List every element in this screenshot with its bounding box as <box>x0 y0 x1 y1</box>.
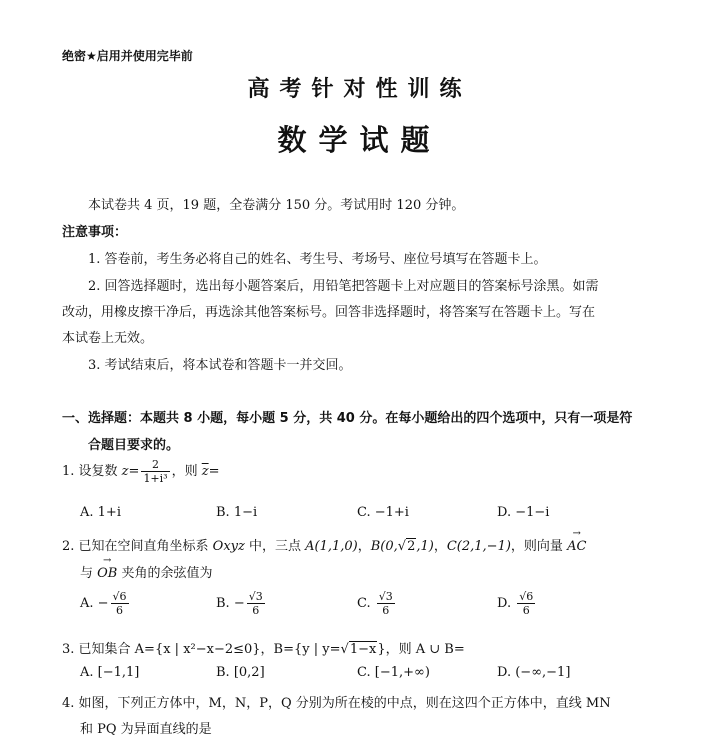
q1-option-a: A. 1+i <box>80 505 121 520</box>
q1-option-b: B. 1−i <box>216 505 258 520</box>
q2-option-a <box>80 590 131 617</box>
note-2-line-2: 改动，用橡皮擦干净后，再选涂其他答案标号。回答非选择题时，将答案写在答题卡上。写在 <box>62 305 596 320</box>
question-2-line-1: 2. 已知在空间直角坐标系 Oxyz 中，三点 A(1,1,0)，B(0,√2,1)，C(2,1,−1)，则向量 → AC <box>62 535 586 554</box>
q1-denominator: 1+i³ <box>143 472 168 485</box>
q2-d-den: 6 <box>522 604 530 617</box>
q3-text-1: 3. 已知集合 A={x | x²−x−2≤0}，B={y | y= <box>62 642 341 657</box>
q2-point-a: A(1,1,0) <box>305 539 358 554</box>
q1-zbar: $\overline{z}$ <box>201 464 209 479</box>
q1-prefix: 1. 设复数 <box>62 464 122 479</box>
q2-option-b <box>216 590 267 617</box>
q1-equals-2: = <box>208 464 220 479</box>
q2-vector-ob: → OB <box>97 566 117 581</box>
notes-heading: 注意事项： <box>62 225 128 240</box>
note-1: 1. 答卷前，考生务必将自己的姓名、考生号、考场号、座位号填写在答题卡上。 <box>88 252 547 267</box>
q2-line2-post: 夹角的余弦值为 <box>117 566 213 581</box>
q2-a-num: √6 <box>112 590 127 603</box>
q2-point-b-end: ,1) <box>416 539 434 554</box>
q2-d-num: √6 <box>519 590 534 603</box>
q1-fraction <box>141 458 169 485</box>
intro-text: 本试卷共 4 页，19 题，全卷满分 150 分。考试用时 120 分钟。 <box>88 198 465 213</box>
q2-point-c: C(2,1,−1) <box>446 539 511 554</box>
q3-option-d: D. (−∞,−1] <box>497 665 571 680</box>
q2-sqrt-2: 2 <box>407 539 416 554</box>
q2-option-c <box>357 590 397 617</box>
q3-option-b: B. [0,2] <box>216 665 265 680</box>
q3-option-a: A. [−1,1] <box>80 665 140 680</box>
q1-option-d: D. −1−i <box>497 505 550 520</box>
question-2-line-2 <box>80 562 213 581</box>
q2-c-den: 6 <box>382 604 390 617</box>
q2-c-label: C. <box>357 596 375 611</box>
q1-numerator: 2 <box>141 458 169 472</box>
q2-c-num: √3 <box>378 590 393 603</box>
question-4-line-2: 和 PQ 为异面直线的是 <box>80 722 212 737</box>
exam-title: 高考针对性训练 <box>247 77 472 102</box>
note-2-line-3: 本试卷上无效。 <box>62 331 154 346</box>
q3-sqrt: 1−x <box>349 642 377 657</box>
q1-equals: = <box>128 464 140 479</box>
q2-b-label: B. − <box>216 596 245 611</box>
q1-z: z <box>121 464 129 479</box>
section-1-heading-line-2: 合题目要求的。 <box>88 438 180 453</box>
confidential-label: 绝密★启用并使用完毕前 <box>62 49 193 63</box>
note-2-line-1: 2. 回答选择题时，选出每小题答案后，用铅笔把答题卡上对应题目的答案标号涂黑。如需 <box>88 279 599 294</box>
q2-option-d <box>497 590 537 617</box>
q2-prefix: 2. 已知在空间直角坐标系 <box>62 539 213 554</box>
section-1-heading-line-1: 一、选择题：本题共 8 小题，每小题 5 分，共 40 分。在每小题给出的四个选项中，只有一项是符 <box>62 411 633 426</box>
q3-text-2: }，则 A ∪ B= <box>377 642 465 657</box>
q1-option-c: C. −1+i <box>357 505 409 520</box>
q2-vector-ac: → AC <box>567 539 586 554</box>
q2-a-den: 6 <box>116 604 124 617</box>
q1-then: ，则 <box>171 464 202 479</box>
note-3: 3. 考试结束后，将本试卷和答题卡一并交回。 <box>88 358 352 373</box>
q2-mid: 中，三点 <box>244 539 306 554</box>
q2-a-label: A. − <box>80 596 109 611</box>
q2-line2-pre: 与 <box>80 566 98 581</box>
q2-b-den: 6 <box>252 604 260 617</box>
question-1-stem <box>62 458 220 485</box>
q2-d-label: D. <box>497 596 516 611</box>
q3-option-c: C. [−1,+∞) <box>357 665 430 680</box>
q2-oxyz: Oxyz <box>212 539 245 554</box>
q2-sep-2: ， <box>433 539 447 554</box>
exam-subject: 数学试题 <box>277 123 442 157</box>
q2-point-b-start: B(0, <box>370 539 398 554</box>
question-4-line-1: 4. 如图，下列正方体中，M，N，P，Q 分别为所在棱的中点，则在这四个正方体中，直线 MN <box>62 696 611 711</box>
q2-sep-1: ， <box>357 539 371 554</box>
question-3-stem: 3. 已知集合 A={x | x²−x−2≤0}，B={y | y=√1−x}，则 A ∪ B= <box>62 642 465 657</box>
q2-b-num: √3 <box>248 590 263 603</box>
q2-vector-text: ，则向量 <box>510 539 568 554</box>
